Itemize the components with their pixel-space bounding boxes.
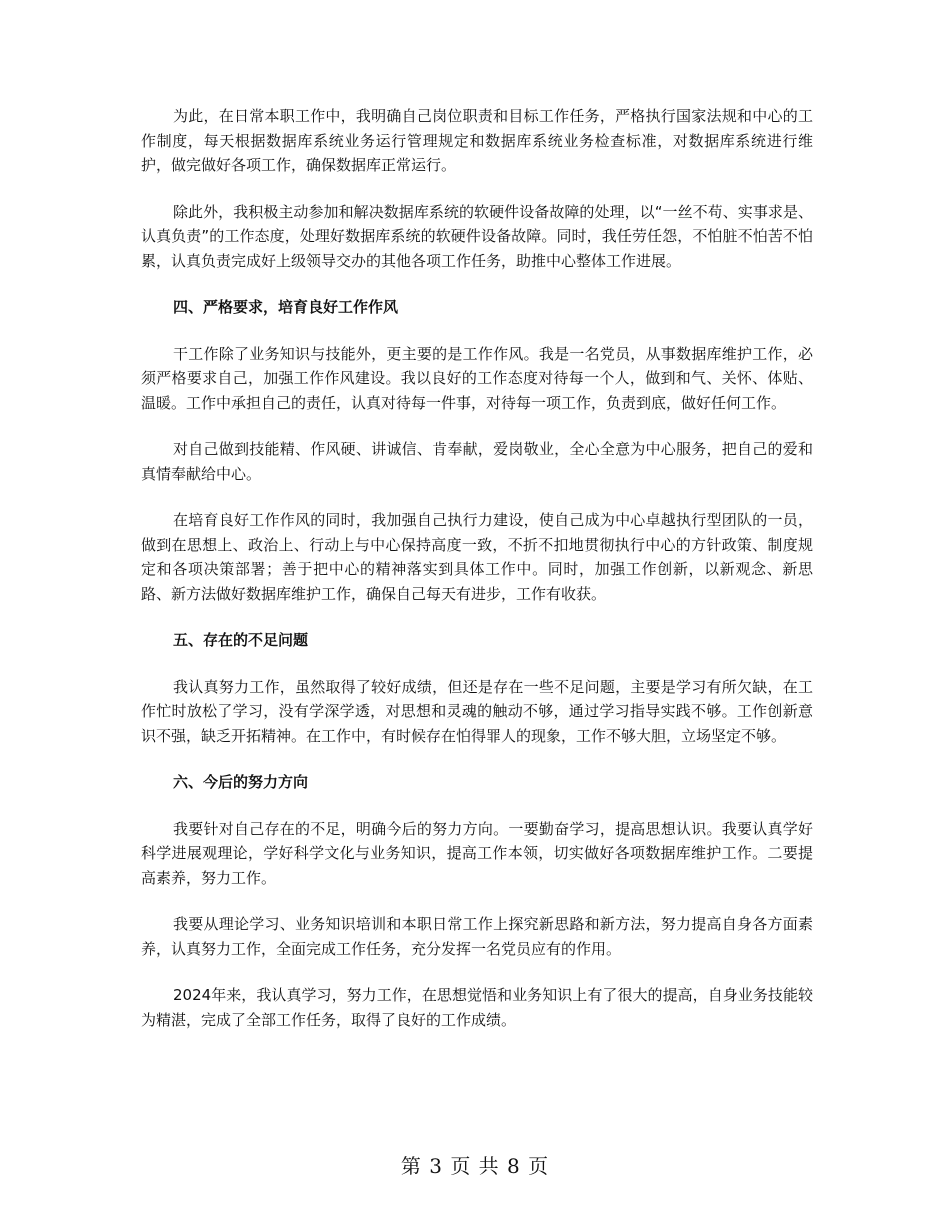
paragraph: 干工作除了业务知识与技能外，更主要的是工作作风。我是一名党员，从事数据库维护工作，必须严格要求自己，加强工作作风建设。我以良好的工作态度对待每一个人，做到和气、关怀、体贴、温暖。工作中承担自己的责任，认真对待每一件事，对待每一项工作，负责到底，做好任何工作。 (141, 344, 813, 412)
paragraph: 我认真努力工作，虽然取得了较好成绩，但还是存在一些不足问题，主要是学习有所欠缺，在工作忙时放松了学习，没有学深学透，对思想和灵魂的触动不够，通过学习指导实践不够。工作创新意识不强，缺乏开拓精神。在工作中，有时候存在怕得罪人的现象，工作不够大胆，立场坚定不够。 (141, 677, 813, 745)
section-heading: 六、今后的努力方向 (173, 773, 309, 791)
page-number-footer: 第 3 页 共 8 页 (400, 1154, 550, 1178)
paragraph: 为此，在日常本职工作中，我明确自己岗位职责和目标工作任务，严格执行国家法规和中心的工作制度，每天根据数据库系统业务运行管理规定和数据库系统业务检查标准，对数据库系统进行维护，做完做好各项工作，确保数据库正常运行。 (141, 107, 813, 174)
paragraph: 对自己做到技能精、作风硬、讲诚信、肯奉献，爱岗敬业，全心全意为中心服务，把自己的爱和真情奉献给中心。 (141, 440, 813, 483)
section-heading: 四、严格要求，培育良好工作作风 (173, 298, 399, 316)
paragraph: 2024年来，我认真学习，努力工作，在思想觉悟和业务知识上有了很大的提高，自身业务技能较为精湛，完成了全部工作任务，取得了良好的工作成绩。 (141, 986, 813, 1029)
document-body (141, 104, 813, 1054)
paragraph: 除此外，我积极主动参加和解决数据库系统的软硬件设备故障的处理，以“一丝不苟、实事求是、认真负责”的工作态度，处理好数据库系统的软硬件设备故障。同时，我任劳任怨，不怕脏不怕苦不怕累，认真负责完成好上级领导交办的其他各项工作任务，助推中心整体工作进展。 (141, 202, 813, 270)
paragraph: 我要针对自己存在的不足，明确今后的努力方向。一要勤奋学习，提高思想认识。我要认真学好科学进展观理论，学好科学文化与业务知识，提高工作本领，切实做好各项数据库维护工作。二要提高素养，努力工作。 (141, 819, 813, 887)
section-heading: 五、存在的不足问题 (173, 631, 309, 649)
paragraph: 我要从理论学习、业务知识培训和本职日常工作上探究新思路和新方法，努力提高自身各方面素养，认真努力工作，全面完成工作任务，充分发挥一名党员应有的作用。 (141, 915, 813, 958)
paragraph: 在培育良好工作作风的同时，我加强自己执行力建设，使自己成为中心卓越执行型团队的一员，做到在思想上、政治上、行动上与中心保持高度一致，不折不扣地贯彻执行中心的方针政策、制度规定和各项决策部署；善于把中心的精神落实到具体工作中。同时，加强工作创新，以新观念、新思路、新方法做好数据库维护工作，确保自己每天有进步，工作有收获。 (141, 511, 813, 603)
